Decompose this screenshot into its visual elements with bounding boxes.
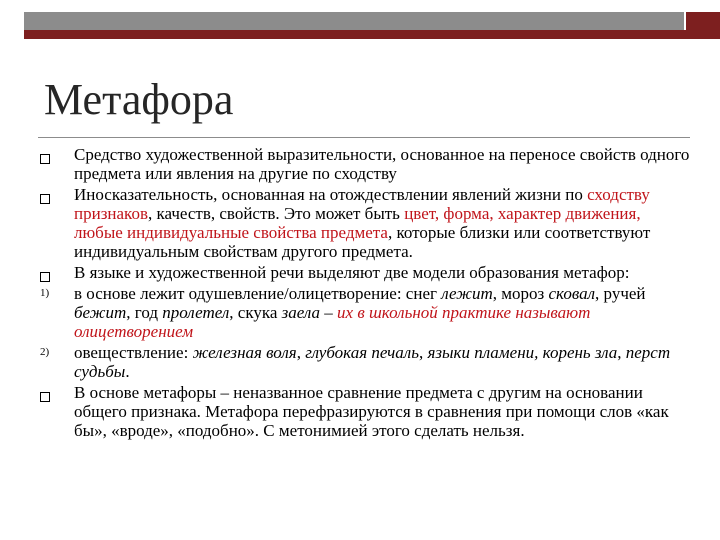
highlight-text: их в школьной практике называют олицетворением — [74, 303, 591, 341]
bullet-item-models — [40, 263, 690, 282]
item-text: В языке и художественной речи выделяют две модели образования метафор: — [74, 263, 630, 282]
bullet-item-allegory — [40, 185, 690, 261]
item-text: в основе лежит одушевление/олицетворение: снег — [74, 284, 442, 303]
item-text: , год — [126, 303, 163, 322]
example-word: заела — [281, 303, 321, 322]
item-text: , — [296, 343, 306, 362]
example-word: перст судьбы — [74, 343, 671, 381]
bullet-item-definition — [40, 145, 690, 183]
hollow-square-icon — [40, 149, 60, 168]
title-divider — [38, 137, 690, 138]
highlight-text: сходству признаков — [74, 185, 650, 223]
highlight-text: цвет, форма, характер движения, любые индивидуальные свойства предмета — [74, 204, 641, 242]
item-text: , качеств, свойств. Это может быть — [147, 204, 405, 223]
list-number: 2) — [40, 346, 50, 358]
numbered-item-personification — [40, 284, 690, 341]
item-text: , которые близки или соответствуют индивидуальным свойствам другого предмета. — [74, 223, 651, 261]
item-text: В основе метафоры – неназванное сравнение предмета с другим на основании общего признака. Метафора перефразируются в сравнения при помощи слов «как бы», «вроде», «подобно». С метонимией этого сделать нельзя. — [74, 383, 669, 440]
example-word: языки пламени, корень зла — [427, 343, 618, 362]
item-text: . — [125, 362, 130, 381]
example-word: глубокая печаль — [305, 343, 419, 362]
header-band-red — [24, 30, 720, 39]
slide-content — [40, 145, 690, 442]
header-band-gray — [24, 12, 684, 30]
list-number: 1) — [40, 287, 50, 299]
hollow-square-icon — [40, 387, 60, 406]
example-word: сковал — [548, 284, 596, 303]
header-corner-red — [686, 12, 720, 30]
item-text: Иносказательность, основанная на отождествлении явлений жизни по — [74, 185, 588, 204]
item-text: , — [418, 343, 428, 362]
example-word: лежит — [441, 284, 493, 303]
example-word: железная воля — [192, 343, 297, 362]
hollow-square-icon — [40, 189, 60, 208]
item-text: , скука — [229, 303, 282, 322]
example-word: бежит — [74, 303, 127, 322]
item-text: Средство художественной выразительности, основанное на переносе свойств одного предмета или явления на другие по сходству — [74, 145, 690, 183]
bullet-item-comparison — [40, 383, 690, 440]
item-text: , мороз — [492, 284, 549, 303]
item-text: – — [320, 303, 338, 322]
slide-title: Метафора — [44, 75, 234, 124]
example-word: пролетел — [162, 303, 230, 322]
numbered-item-reification — [40, 343, 690, 381]
item-text: , ручей — [595, 284, 646, 303]
item-text: , — [617, 343, 626, 362]
item-text: овеществление: — [74, 343, 193, 362]
